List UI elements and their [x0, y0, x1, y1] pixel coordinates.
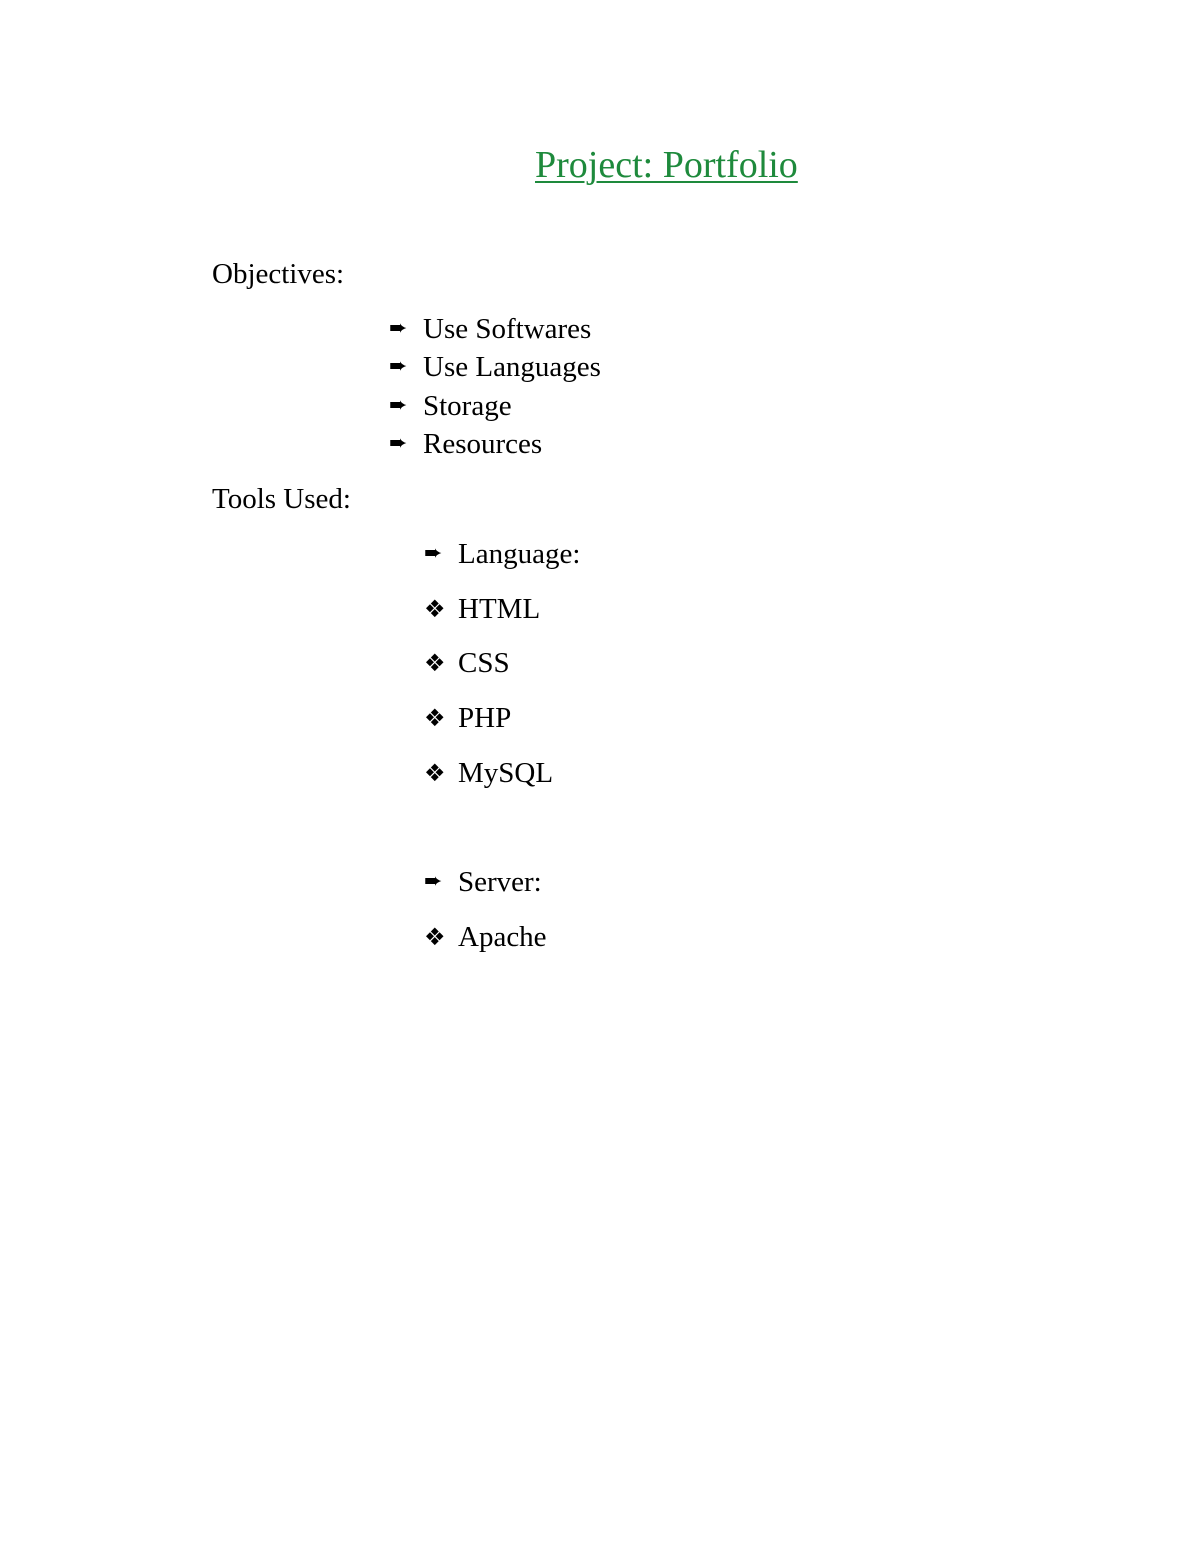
language-item: HTML [458, 593, 541, 625]
list-item [389, 312, 591, 346]
four-diamond-icon: ❖ [424, 595, 446, 623]
arrow-right-icon: ➨ [424, 541, 443, 566]
tools-heading: Tools Used: [212, 483, 351, 515]
arrow-right-icon: ➨ [389, 316, 408, 341]
list-item [424, 865, 542, 899]
list-item [389, 427, 542, 461]
page-title: Project: Portfolio [535, 144, 798, 186]
list-item [424, 756, 553, 790]
arrow-right-icon: ➨ [424, 869, 443, 894]
list-item [424, 920, 547, 954]
list-item [389, 350, 601, 384]
server-item: Apache [458, 921, 547, 953]
arrow-right-icon: ➨ [389, 431, 408, 456]
server-label: Server: [458, 866, 542, 898]
list-item [424, 592, 540, 626]
four-diamond-icon: ❖ [424, 923, 446, 951]
list-item [389, 389, 512, 423]
language-item: PHP [458, 702, 512, 734]
four-diamond-icon: ❖ [424, 704, 446, 732]
list-item [424, 537, 580, 571]
language-item: CSS [458, 647, 510, 679]
language-item: MySQL [458, 757, 554, 789]
language-label: Language: [458, 538, 581, 570]
arrow-right-icon: ➨ [389, 354, 408, 379]
objective-label: Use Languages [423, 351, 601, 383]
four-diamond-icon: ❖ [424, 649, 446, 677]
list-item [424, 701, 511, 735]
four-diamond-icon: ❖ [424, 759, 446, 787]
list-item [424, 646, 510, 680]
objectives-heading: Objectives: [212, 258, 345, 290]
arrow-right-icon: ➨ [389, 393, 408, 418]
objective-label: Use Softwares [423, 313, 592, 345]
objective-label: Resources [423, 428, 543, 460]
objective-label: Storage [423, 390, 512, 422]
